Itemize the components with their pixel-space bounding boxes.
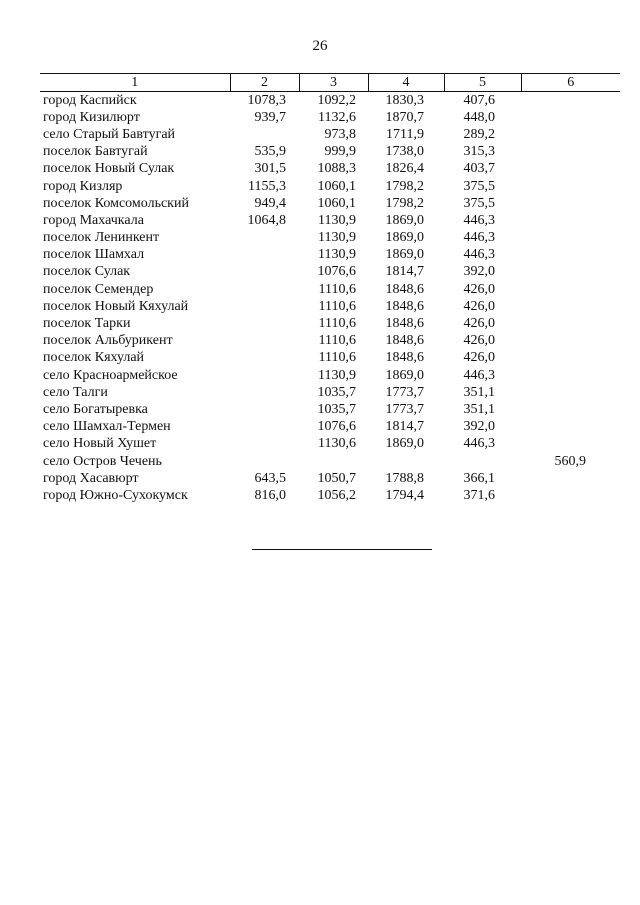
settlement-name-cell: город Южно-Сухокумск	[43, 487, 188, 503]
value-cell-col6	[521, 384, 620, 401]
value-cell-col5: 446,3	[463, 367, 495, 383]
settlement-name-cell: город Каспийск	[43, 92, 137, 108]
table-row	[40, 264, 620, 281]
settlement-name-cell: поселок Новый Сулак	[43, 161, 175, 177]
settlement-name-cell: город Махачкала	[43, 212, 144, 228]
value-cell-col5: 375,5	[463, 195, 495, 211]
table-row	[40, 487, 620, 504]
table-row	[40, 453, 620, 470]
value-cell-col3: 1110,6	[318, 333, 356, 349]
table-row	[40, 333, 620, 350]
value-cell-col4: 1848,6	[385, 316, 424, 332]
value-cell-col3: 1060,1	[317, 195, 356, 211]
value-cell-col6	[521, 212, 620, 229]
value-cell-col3: 1092,2	[317, 92, 356, 108]
value-cell-col6	[521, 247, 620, 264]
value-cell-col6	[521, 470, 620, 487]
value-cell-col2	[230, 350, 299, 367]
value-cell-col5: 426,0	[463, 298, 495, 314]
settlement-name-cell: поселок Тарки	[43, 316, 131, 332]
value-cell-col3: 1076,6	[317, 264, 356, 280]
value-cell-col5: 392,0	[463, 264, 495, 280]
value-cell-col6: 560,9	[554, 453, 586, 469]
value-cell-col4: 1798,2	[385, 178, 424, 194]
value-cell-col5: 426,0	[463, 316, 495, 332]
settlement-name-cell: поселок Альбурикент	[43, 333, 173, 349]
column-header-3: 3	[299, 74, 368, 92]
value-cell-col4: 1773,7	[385, 384, 424, 400]
value-cell-col3: 999,9	[324, 144, 356, 160]
table-row	[40, 384, 620, 401]
value-cell-col6	[521, 487, 620, 504]
value-cell-col4	[368, 453, 444, 470]
value-cell-col2	[230, 247, 299, 264]
value-cell-col4: 1848,6	[385, 298, 424, 314]
column-header-5: 5	[444, 74, 521, 92]
value-cell-col4: 1814,7	[385, 419, 424, 435]
value-cell-col5: 446,3	[463, 212, 495, 228]
value-cell-col6	[521, 315, 620, 332]
settlement-name-cell: село Остров Чечень	[43, 453, 162, 469]
value-cell-col2: 1155,3	[248, 178, 286, 194]
value-cell-col6	[521, 109, 620, 126]
settlement-name-cell: поселок Кяхулай	[43, 350, 145, 366]
value-cell-col3: 1088,3	[317, 161, 356, 177]
value-cell-col2: 301,5	[254, 161, 286, 177]
value-cell-col4: 1869,0	[385, 436, 424, 452]
value-cell-col2	[230, 419, 299, 436]
value-cell-col3: 1130,9	[318, 230, 356, 246]
value-cell-col5: 351,1	[463, 401, 495, 417]
value-cell-col6	[521, 350, 620, 367]
value-cell-col2: 1064,8	[247, 212, 286, 228]
settlement-name-cell: поселок Ленинкент	[43, 230, 160, 246]
table-row	[40, 401, 620, 418]
value-cell-col3: 1056,2	[317, 487, 356, 503]
value-cell-col5: 448,0	[463, 109, 495, 125]
value-cell-col6	[521, 333, 620, 350]
table-row	[40, 247, 620, 264]
value-cell-col2: 535,9	[254, 144, 286, 160]
value-cell-col6	[521, 230, 620, 247]
value-cell-col4: 1830,3	[385, 92, 424, 108]
value-cell-col6	[521, 401, 620, 418]
value-cell-col3: 1130,9	[318, 367, 356, 383]
value-cell-col2	[230, 230, 299, 247]
value-cell-col6	[521, 264, 620, 281]
settlement-name-cell: город Хасавюрт	[43, 470, 139, 486]
value-cell-col5: 371,6	[463, 487, 495, 503]
value-cell-col2: 1078,3	[247, 92, 286, 108]
value-cell-col2: 939,7	[254, 109, 286, 125]
value-cell-col5: 426,0	[463, 281, 495, 297]
value-cell-col4: 1773,7	[385, 401, 424, 417]
table-row	[40, 126, 620, 143]
value-cell-col5: 426,0	[463, 350, 495, 366]
value-cell-col4: 1869,0	[385, 212, 424, 228]
value-cell-col5: 351,1	[463, 384, 495, 400]
value-cell-col3: 1076,6	[317, 419, 356, 435]
value-cell-col2	[230, 315, 299, 332]
table-row	[40, 195, 620, 212]
value-cell-col3: 1130,9	[318, 212, 356, 228]
value-cell-col3: 1035,7	[317, 401, 356, 417]
value-cell-col4: 1826,4	[385, 161, 424, 177]
value-cell-col3: 1050,7	[317, 470, 356, 486]
settlement-name-cell: село Старый Бавтугай	[43, 126, 176, 142]
value-cell-col4: 1814,7	[385, 264, 424, 280]
value-cell-col3: 1130,9	[318, 247, 356, 263]
value-cell-col5	[444, 453, 521, 470]
value-cell-col4: 1848,6	[385, 333, 424, 349]
settlement-name-cell: поселок Новый Кяхулай	[43, 298, 189, 314]
value-cell-col3: 973,8	[324, 126, 356, 142]
value-cell-col6	[521, 92, 620, 110]
table-row	[40, 109, 620, 126]
value-cell-col5: 407,6	[463, 92, 495, 108]
value-cell-col5: 375,5	[463, 178, 495, 194]
table-row	[40, 419, 620, 436]
value-cell-col2	[230, 436, 299, 453]
table-row	[40, 144, 620, 161]
value-cell-col6	[521, 195, 620, 212]
value-cell-col6	[521, 298, 620, 315]
value-cell-col5: 392,0	[463, 419, 495, 435]
value-cell-col2	[230, 281, 299, 298]
value-cell-col4: 1711,9	[386, 126, 424, 142]
value-cell-col2	[230, 264, 299, 281]
table-header-row	[40, 74, 620, 92]
value-cell-col5: 426,0	[463, 333, 495, 349]
table-row	[40, 92, 620, 110]
value-cell-col3: 1132,6	[318, 109, 356, 125]
value-cell-col3: 1110,6	[318, 298, 356, 314]
value-cell-col5: 366,1	[463, 470, 495, 486]
value-cell-col4: 1848,6	[385, 281, 424, 297]
value-cell-col2	[230, 126, 299, 143]
settlement-name-cell: село Талги	[43, 384, 108, 400]
value-cell-col3: 1035,7	[317, 384, 356, 400]
table-row	[40, 212, 620, 229]
table-row	[40, 315, 620, 332]
value-cell-col4: 1848,6	[385, 350, 424, 366]
table-row	[40, 298, 620, 315]
value-cell-col5: 403,7	[463, 161, 495, 177]
settlement-name-cell: город Кизляр	[43, 178, 123, 194]
table-row	[40, 436, 620, 453]
value-cell-col2	[230, 401, 299, 418]
table-row	[40, 367, 620, 384]
table-row	[40, 178, 620, 195]
value-cell-col6	[521, 126, 620, 143]
column-header-6: 6	[521, 74, 620, 92]
value-cell-col6	[521, 436, 620, 453]
settlement-name-cell: поселок Семендер	[43, 281, 154, 297]
settlement-name-cell: город Кизилюрт	[43, 109, 140, 125]
value-cell-col6	[521, 178, 620, 195]
value-cell-col4: 1869,0	[385, 367, 424, 383]
value-cell-col3: 1110,6	[318, 350, 356, 366]
value-cell-col3: 1110,6	[318, 281, 356, 297]
value-cell-col5: 315,3	[463, 144, 495, 160]
settlement-name-cell: поселок Сулак	[43, 264, 131, 280]
value-cell-col6	[521, 281, 620, 298]
settlement-name-cell: село Красноармейское	[43, 367, 178, 383]
value-cell-col3: 1110,6	[318, 316, 356, 332]
value-cell-col2	[230, 367, 299, 384]
tariff-table-container	[40, 73, 620, 505]
settlement-name-cell: село Богатыревка	[43, 401, 148, 417]
value-cell-col4: 1870,7	[385, 109, 424, 125]
value-cell-col6	[521, 367, 620, 384]
settlement-name-cell: поселок Бавтугай	[43, 144, 148, 160]
settlement-name-cell: село Новый Хушет	[43, 436, 157, 452]
value-cell-col4: 1798,2	[385, 195, 424, 211]
page-number: 26	[312, 38, 328, 54]
value-cell-col2	[230, 453, 299, 470]
value-cell-col5: 289,2	[463, 126, 495, 142]
value-cell-col2	[230, 298, 299, 315]
value-cell-col2: 949,4	[254, 195, 286, 211]
table-row	[40, 281, 620, 298]
settlement-name-cell: поселок Шамхал	[43, 247, 145, 263]
column-header-4: 4	[368, 74, 444, 92]
table-row	[40, 230, 620, 247]
value-cell-col6	[521, 419, 620, 436]
value-cell-col6	[521, 144, 620, 161]
column-header-2: 2	[230, 74, 299, 92]
end-of-table-rule	[252, 549, 432, 550]
value-cell-col2	[230, 384, 299, 401]
table-row	[40, 470, 620, 487]
value-cell-col4: 1738,0	[385, 144, 424, 160]
value-cell-col5: 446,3	[463, 230, 495, 246]
value-cell-col2: 643,5	[254, 470, 286, 486]
value-cell-col5: 446,3	[463, 247, 495, 263]
settlement-name-cell: село Шамхал-Термен	[43, 419, 171, 435]
value-cell-col4: 1869,0	[385, 247, 424, 263]
tariff-table	[40, 73, 620, 505]
value-cell-col4: 1788,8	[385, 470, 424, 486]
column-header-1: 1	[40, 74, 230, 92]
value-cell-col4: 1794,4	[385, 487, 424, 503]
value-cell-col2	[230, 333, 299, 350]
value-cell-col3	[299, 453, 368, 470]
value-cell-col5: 446,3	[463, 436, 495, 452]
table-body	[40, 92, 620, 505]
value-cell-col4: 1869,0	[385, 230, 424, 246]
table-row	[40, 161, 620, 178]
value-cell-col3: 1060,1	[317, 178, 356, 194]
value-cell-col3: 1130,6	[318, 436, 356, 452]
table-row	[40, 350, 620, 367]
settlement-name-cell: поселок Комсомольский	[43, 195, 189, 211]
value-cell-col2: 816,0	[254, 487, 286, 503]
value-cell-col6	[521, 161, 620, 178]
